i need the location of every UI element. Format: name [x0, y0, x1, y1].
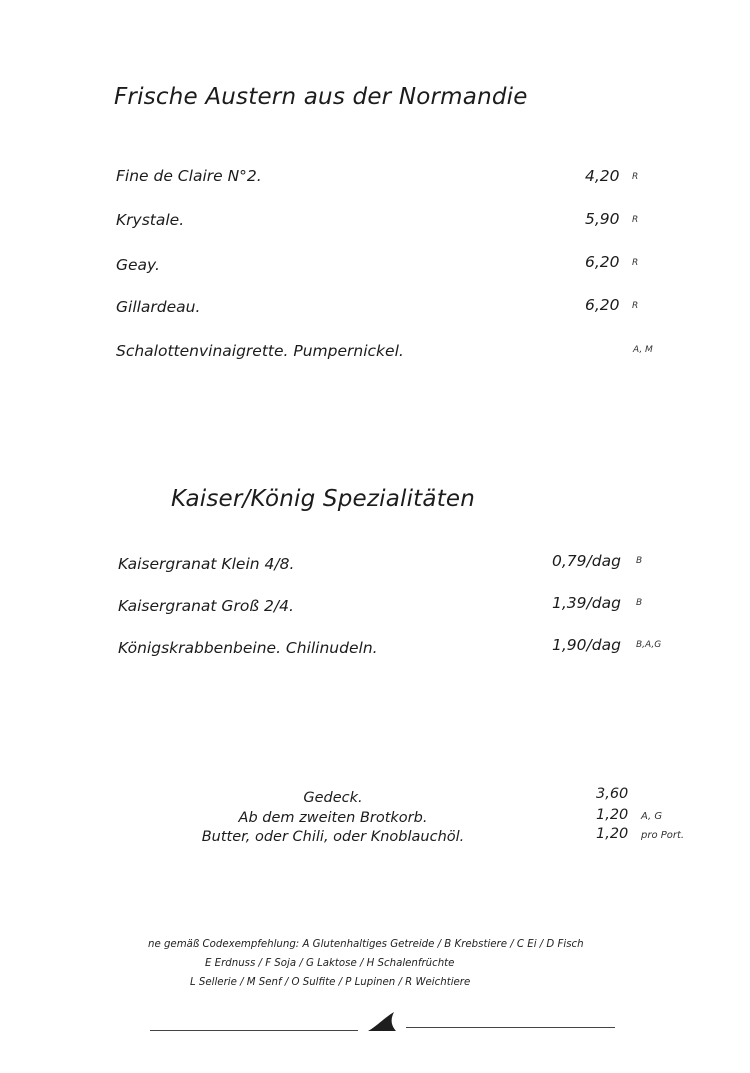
- menu-item-name: Krystale.: [116, 211, 185, 229]
- cover-item-price: 1,20: [596, 807, 629, 823]
- menu-item-price: 4,20: [585, 167, 620, 185]
- cover-item-name: Ab dem zweiten Brotkorb.: [238, 810, 428, 826]
- menu-item-name: Königskrabbenbeine. Chilinudeln.: [118, 639, 378, 657]
- allergen-codes: R: [632, 172, 639, 182]
- shark-fin-icon: [366, 1010, 402, 1032]
- section-title-specialties: Kaiser/König Spezialitäten: [171, 486, 476, 512]
- cover-item-name: Butter, oder Chili, oder Knoblauchöl.: [201, 829, 465, 845]
- allergen-legend-line: ne gemäß Codexempfehlung: A Glutenhaltiges Getreide / B Krebstiere / C Ei / D Fisch: [148, 939, 584, 950]
- allergen-codes: R: [632, 301, 639, 311]
- menu-item-name: Gillardeau.: [116, 298, 201, 316]
- cover-item-price: 3,60: [596, 786, 629, 802]
- allergen-codes: R: [632, 215, 639, 225]
- menu-item-name: Schalottenvinaigrette. Pumpernickel.: [116, 342, 404, 360]
- allergen-legend-line: E Erdnuss / F Soja / G Laktose / H Schalenfrüchte: [205, 958, 455, 969]
- allergen-codes: B: [636, 598, 643, 608]
- menu-item-price: 1,90/dag: [552, 636, 621, 654]
- cover-item-name: Gedeck.: [303, 790, 363, 806]
- cover-item-price: 1,20: [596, 826, 629, 842]
- footer-divider-right: [406, 1027, 615, 1028]
- menu-item-price: 1,39/dag: [552, 594, 621, 612]
- footer-divider-left: [150, 1030, 358, 1031]
- menu-item-price: 6,20: [585, 253, 620, 271]
- allergen-codes: B: [636, 556, 643, 566]
- allergen-codes: A, G: [641, 811, 663, 822]
- allergen-codes: B,A,G: [636, 640, 662, 650]
- allergen-codes: R: [632, 258, 639, 268]
- menu-item-name: Kaisergranat Groß 2/4.: [118, 597, 294, 615]
- menu-item-name: Fine de Claire N°2.: [116, 167, 262, 185]
- allergen-codes: pro Port.: [641, 830, 685, 841]
- allergen-legend-line: L Sellerie / M Senf / O Sulfite / P Lupinen / R Weichtiere: [190, 977, 471, 988]
- section-title-oysters: Frische Austern aus der Normandie: [114, 84, 528, 110]
- menu-item-name: Geay.: [116, 256, 160, 274]
- allergen-codes: A, M: [633, 345, 653, 355]
- menu-item-price: 0,79/dag: [552, 552, 621, 570]
- menu-item-price: 5,90: [585, 210, 620, 228]
- menu-item-price: 6,20: [585, 296, 620, 314]
- menu-item-name: Kaisergranat Klein 4/8.: [118, 555, 295, 573]
